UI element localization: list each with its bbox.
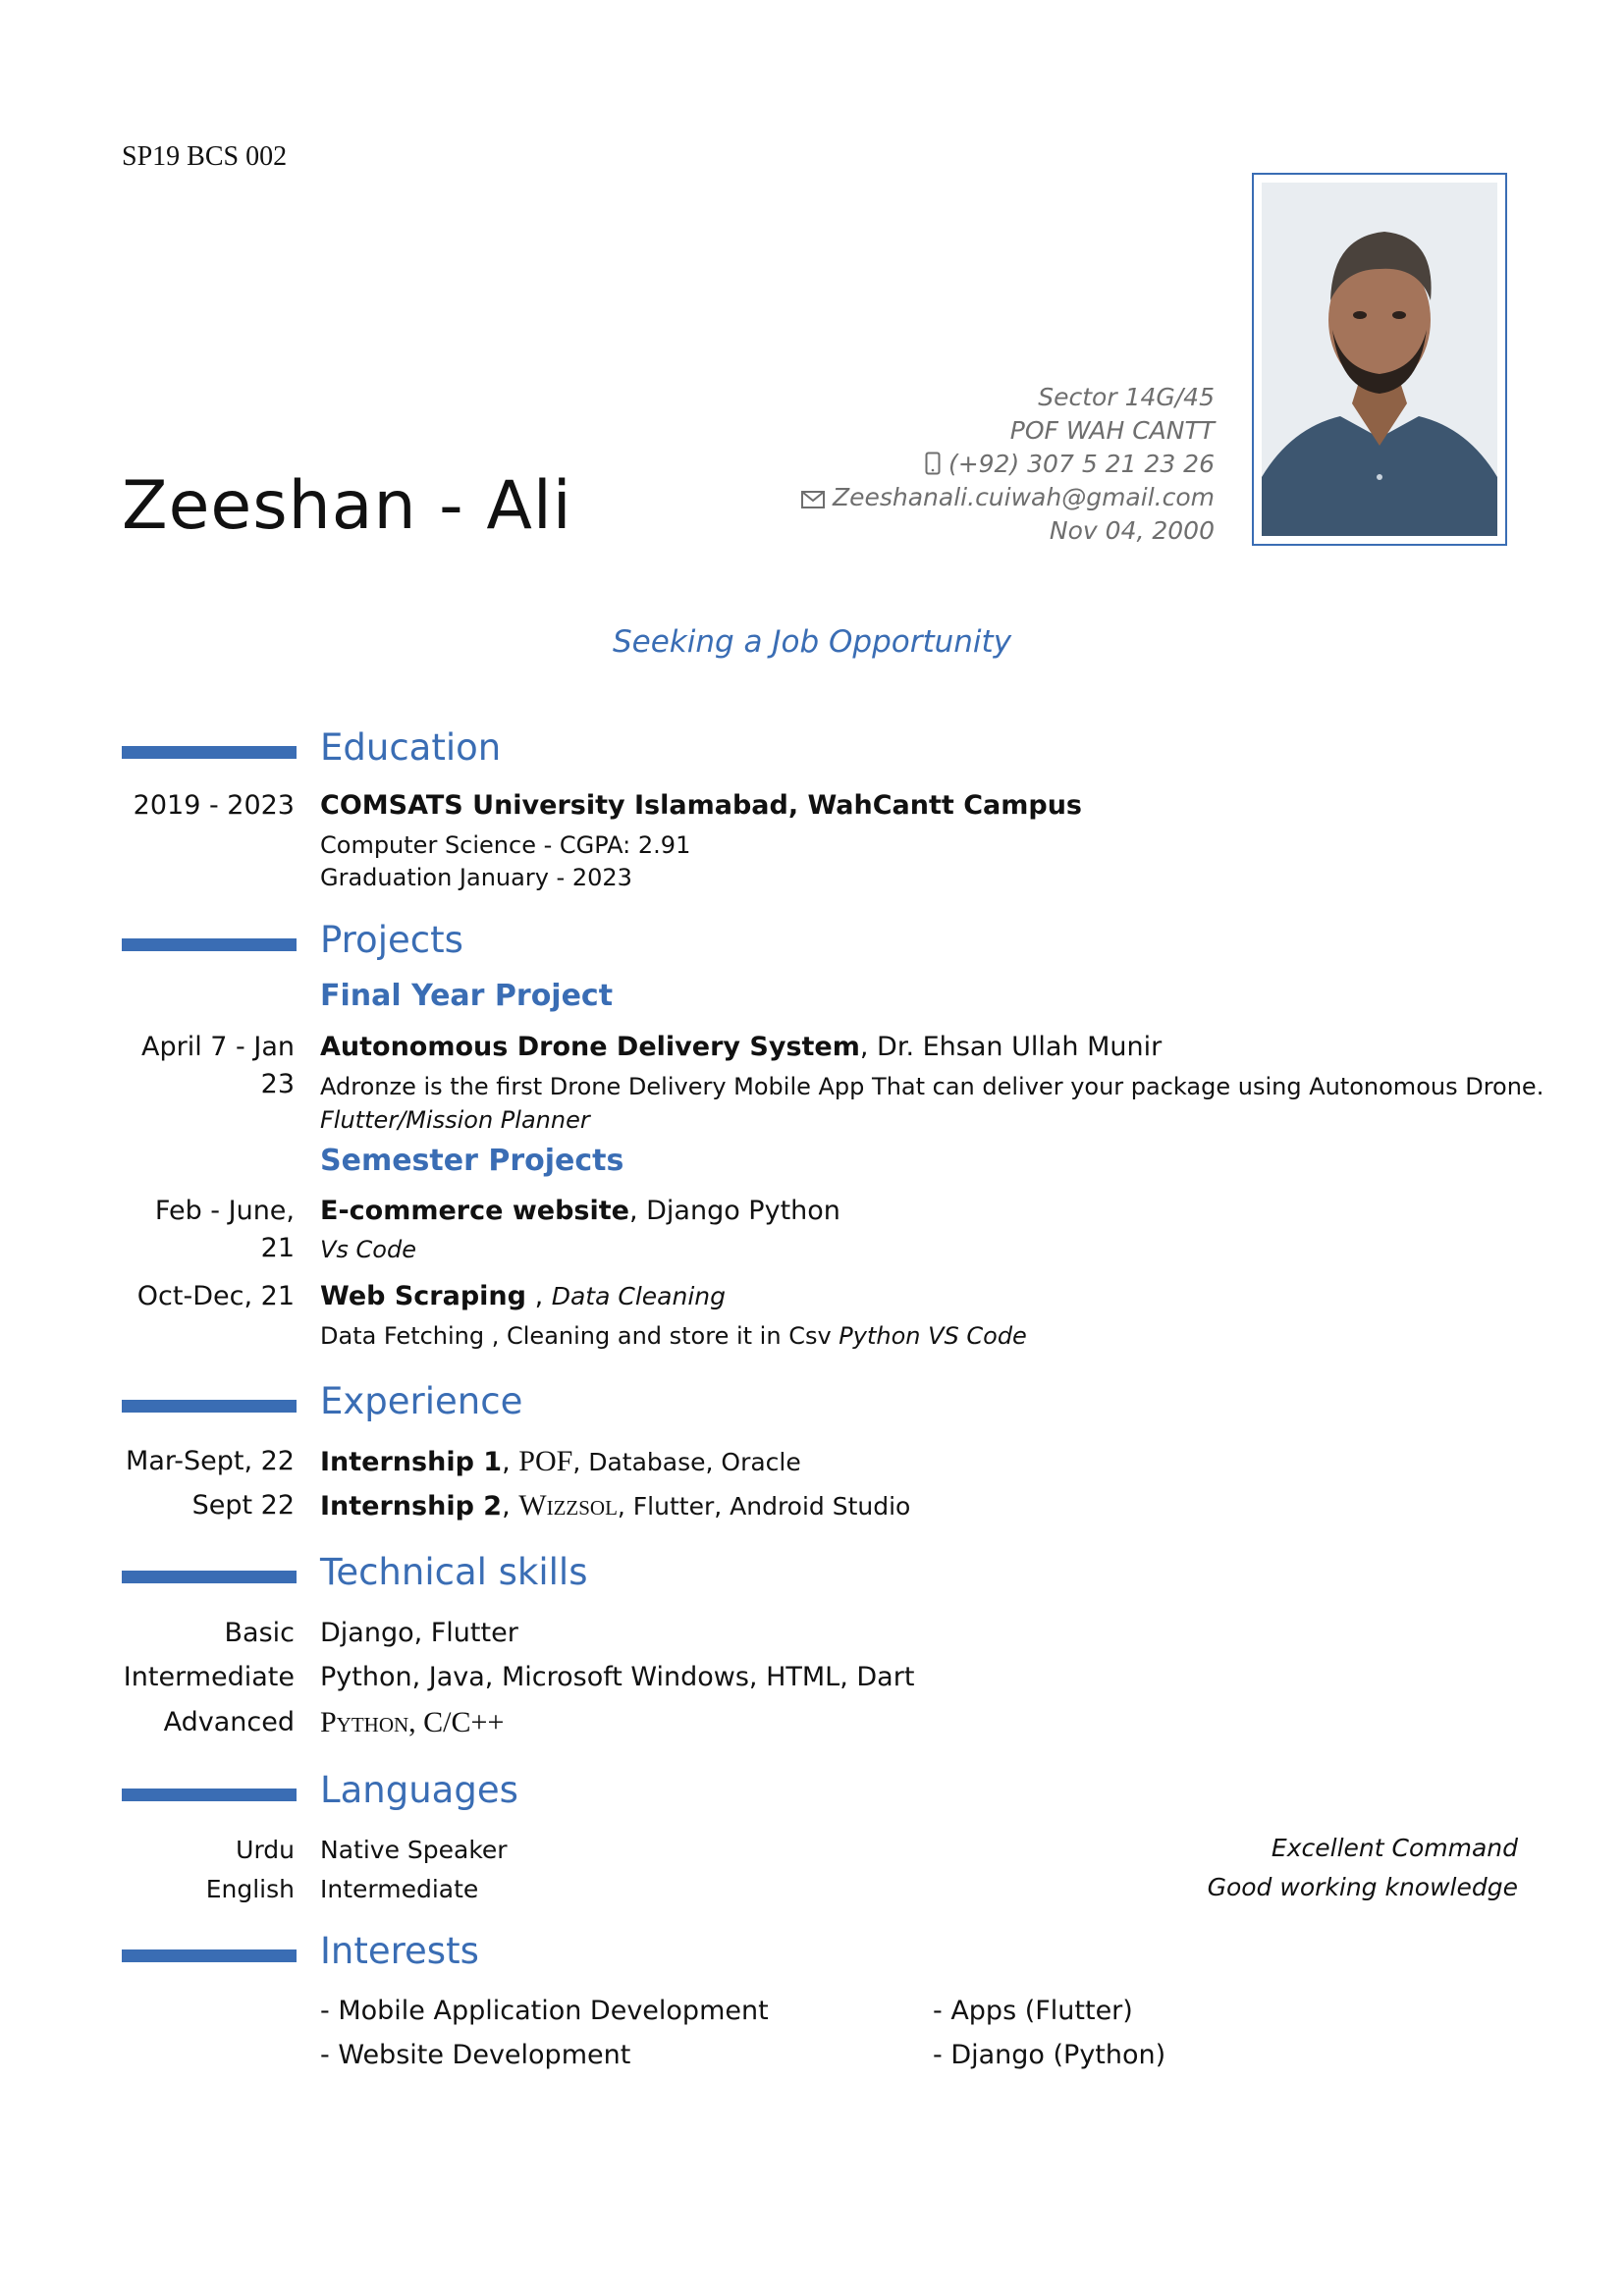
education-degree: Computer Science - CGPA: 2.91 [320,831,691,859]
skill-list: Python, Java, Microsoft Windows, HTML, Dart [320,1662,915,1692]
fyp-tools: Flutter/Mission Planner [320,1106,590,1134]
language-name: English [205,1875,295,1903]
section-title-languages: Languages [320,1769,518,1811]
skill-list: Django, Flutter [320,1618,518,1648]
mobile-phone-icon [925,452,941,475]
sem1-title: E-commerce website, Django Python [320,1196,840,1226]
language-level: Native Speaker [320,1836,508,1864]
skill-level: Intermediate [123,1662,295,1692]
language-level: Intermediate [320,1875,479,1903]
date-of-birth: Nov 04, 2000 [1049,516,1215,545]
experience-item: Internship 1, POF, Database, Oracle [320,1445,801,1477]
sem1-date-line-2: 21 [260,1233,295,1263]
candidate-name: Zeeshan - Ali [122,467,572,545]
sem1-tools: Vs Code [320,1236,416,1263]
sem2-title: Web Scraping , Data Cleaning [320,1281,726,1311]
experience-date: Mar-Sept, 22 [126,1446,295,1476]
tagline: Seeking a Job Opportunity [612,624,1012,660]
sem2-description: Data Fetching , Cleaning and store it in Csv Python VS Code [320,1322,1027,1350]
skill-list: Python, C/C++ [320,1706,505,1738]
interest-item: - Django (Python) [933,2040,1166,2070]
email-link[interactable]: Zeeshanali.cuiwah@gmail.com [832,483,1215,511]
phone-line [665,448,1215,481]
interest-item: - Apps (Flutter) [933,1996,1133,2026]
sem2-date: Oct-Dec, 21 [136,1281,295,1311]
section-bar-skills [122,1571,297,1583]
roll-number: SP19 BCS 002 [122,141,288,172]
address-line-2: POF WAH CANTT [1009,416,1215,445]
interest-item: - Mobile Application Development [320,1996,769,2026]
section-bar-languages [122,1789,297,1801]
section-title-skills: Technical skills [320,1551,588,1593]
language-note: Excellent Command [1271,1834,1518,1862]
profile-photo [1252,173,1507,546]
fyp-date-line-1: April 7 - Jan [140,1032,295,1062]
skill-level: Basic [224,1618,295,1648]
contact-block [665,381,1215,548]
section-title-interests: Interests [320,1930,479,1972]
section-bar-interests [122,1949,297,1962]
fyp-description: Adronze is the first Drone Delivery Mobile App That can deliver your package using Autonomous Drone. [320,1073,1544,1100]
section-bar-projects [122,938,297,951]
sem1-date-line-1: Feb - June, [154,1196,295,1226]
address-line-1: Sector 14G/45 [1038,383,1215,411]
experience-date: Sept 22 [191,1490,295,1521]
education-institution: COMSATS University Islamabad, WahCantt Campus [320,790,1082,821]
section-title-education: Education [320,726,502,769]
section-bar-education [122,746,297,759]
language-note: Good working knowledge [1207,1873,1518,1901]
education-date: 2019 - 2023 [133,790,295,821]
phone-number[interactable]: (+92) 307 5 21 23 26 [947,450,1215,478]
section-title-projects: Projects [320,919,463,961]
envelope-icon [801,491,825,508]
section-bar-experience [122,1400,297,1413]
interest-item: - Website Development [320,2040,631,2070]
language-name: Urdu [236,1836,295,1864]
education-graduation: Graduation January - 2023 [320,864,632,891]
email-line [665,481,1215,514]
subsection-final-year-project: Final Year Project [320,979,614,1013]
fyp-date-line-2: 23 [260,1069,295,1099]
subsection-semester-projects: Semester Projects [320,1144,624,1178]
portrait-image [1262,183,1497,536]
fyp-title: Autonomous Drone Delivery System, Dr. Ehsan Ullah Munir [320,1032,1163,1062]
section-title-experience: Experience [320,1380,523,1422]
skill-level: Advanced [163,1707,295,1737]
experience-item: Internship 2, Wizzsol, Flutter, Android Studio [320,1489,911,1522]
